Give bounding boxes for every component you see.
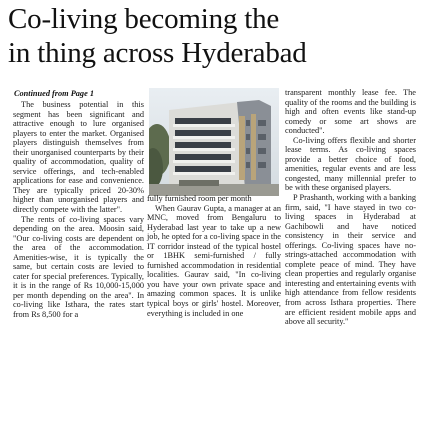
paragraph: The rents of co-living spaces vary depending on the area. Moosin said, "Our co-living costs are dependent on the area of the accommodation. Amenities-wise, it is typically the same, but certain costs are levied to cater for special preferences. Typically, it is in the range of Rs 10,000-15,000 per month depending on the area". In co-living like Isthara, the rates start from Rs 8,500 for a xyxy=(13,214,144,320)
headline xyxy=(8,2,420,70)
paragraph: P Prashanth, working with a banking firm, said, "I have stayed in two co-living spaces in Hyderabad at Gachibowli and have noticed consistency in their service and offerings. Co-living spaces have no-strings-attached accommodation with complete peace of mind. They have clean properties and regularly organise interesting and entertaining events with high attendance from fellow residents from across Isthara properties. There are efficient resident mobile apps and above all security." xyxy=(285,193,416,327)
paragraph: The business potential in this segment has been significant and attractive enough to lure organised players to enter the market. Organised players distinguish themselves from their unorganised counterparts by their quality of accommodation, quality of service offerings, and tech-enabled applications for ease and convenience. They are typically priced 20-30% higher than unorganised players and directly compete with the latter". xyxy=(13,100,144,215)
headline-line-1: Co-living becoming the xyxy=(8,3,280,35)
paragraph: Co-living offers flexible and shorter lease terms. As co-living spaces provide a better choice of food, amenities, regular events and are less congested, many millennial prefer to be with these organised players. xyxy=(285,135,416,193)
paragraph: When Gaurav Gupta, a manager at an MNC, moved from Bengaluru to Hyderabad last year to take up a new job, he opted for a co-living space in the IT corridor instead of the typical hostel or 1BHK semi-furnished / fully furnished accommodation in residential localities. Gaurav said, "In co-living you have your own private space and amazing common spaces. It is unlike typical boys or girls' hostel. Moreover, everything is included in one xyxy=(147,203,281,318)
continued-from-note: Continued from Page 1 xyxy=(14,89,94,98)
apartment-building-image xyxy=(149,88,279,196)
building-photo xyxy=(149,88,279,196)
headline-line-2: in thing across Hyderabad xyxy=(8,37,307,69)
paragraph: fully furnished room per month xyxy=(147,194,252,203)
paragraph: transparent monthly lease fee. The quality of the rooms and the building is high and often events like stand-up comedy or some art shows are conducted". xyxy=(285,88,416,136)
article-column-1 xyxy=(13,100,144,320)
article-column-2 xyxy=(147,194,281,318)
article-column-3 xyxy=(285,88,416,327)
